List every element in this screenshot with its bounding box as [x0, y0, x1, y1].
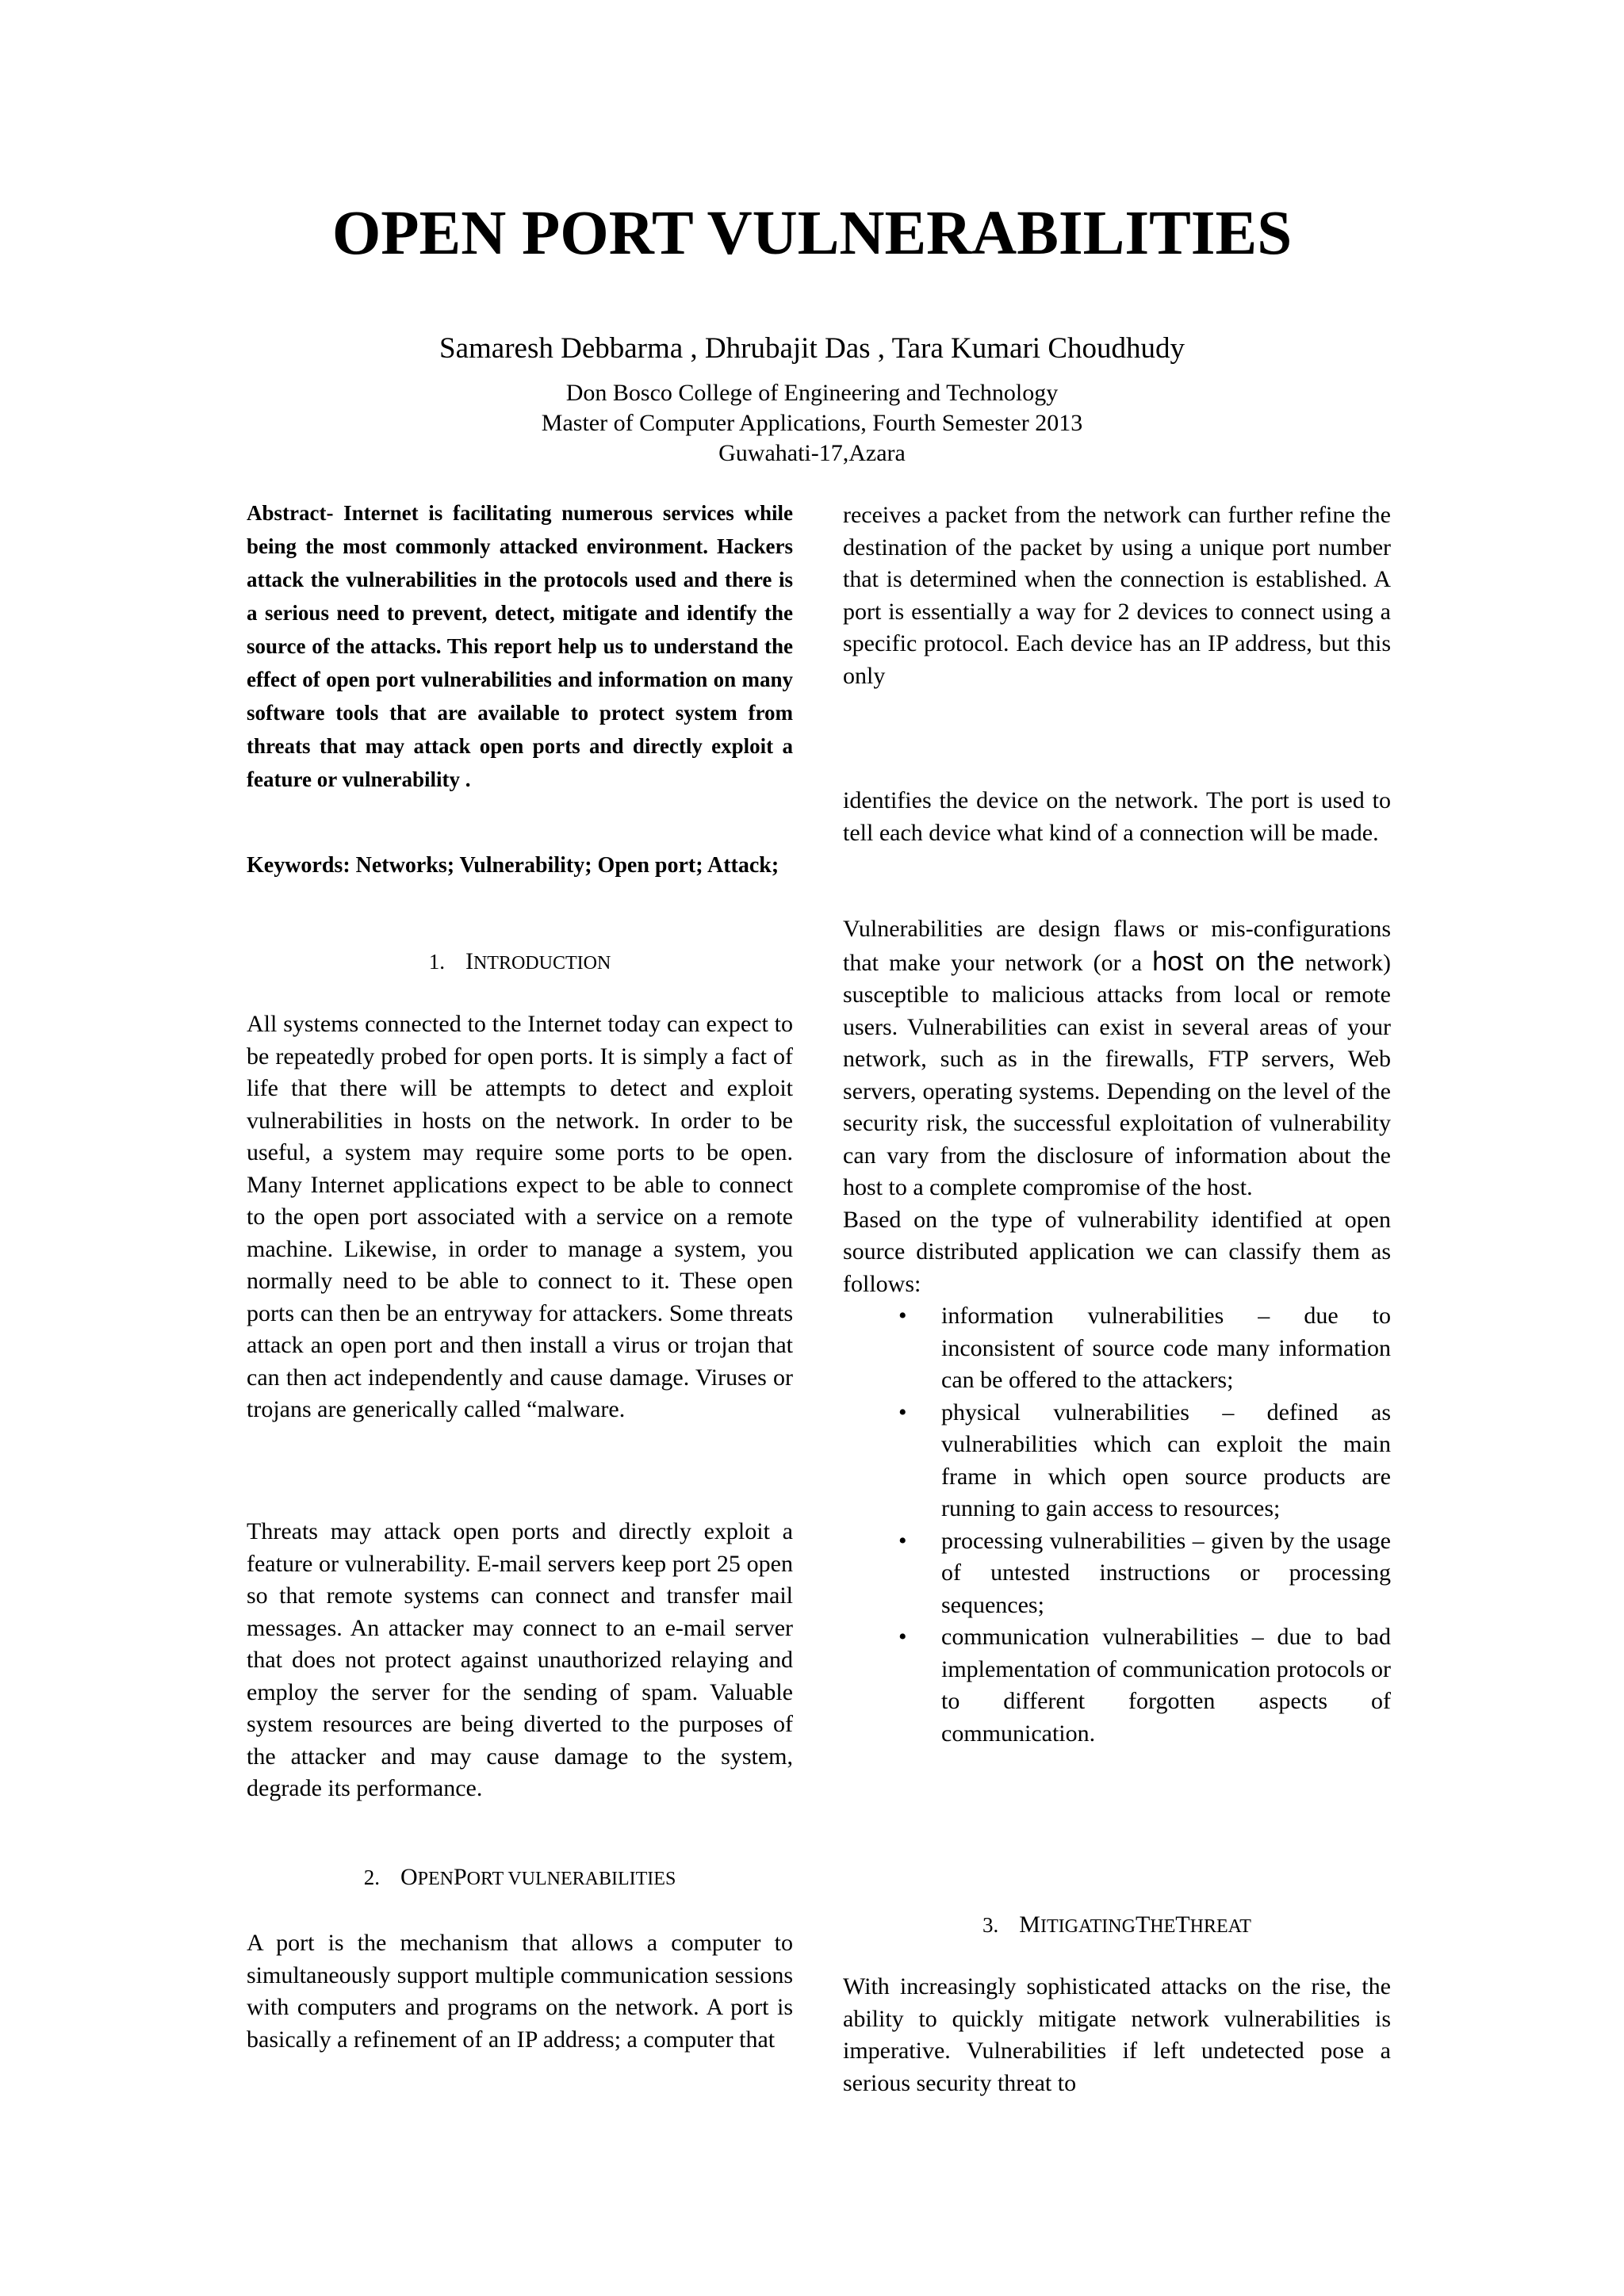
port-identifies-paragraph: identifies the device on the network. The port is used to tell each device what kind of a connection will be made.	[843, 787, 1391, 846]
port-paragraph-continued: receives a packet from the network can further refine the destination of the packet by using a unique port number that is determined when the connection is established. A port is essentially a way for 2 devices to connect using a specific protocol. Each device has an IP address, but this only	[843, 502, 1391, 689]
author-list: Samaresh Debbarma , Dhrubajit Das , Tara Kumari Choudhudy	[439, 332, 1185, 365]
classification-paragraph: Based on the type of vulnerability identified at open source distributed application we can classify them as follows:	[843, 1206, 1391, 1297]
list-item: • communication vulnerabilities – due to bad implementation of communication protocols or to different forgotten aspects of communication.	[843, 1621, 1391, 1750]
section-1-body-2	[247, 1516, 793, 1805]
affiliation-line-1: Don Bosco College of Engineering and Technology	[565, 380, 1059, 406]
abstract	[247, 496, 793, 796]
section-2-heading: 2. OPENPORT VULNERABILITIES	[363, 1864, 676, 1890]
section-3-body	[843, 1971, 1391, 2099]
section-2-body	[247, 1927, 793, 2056]
bullet-icon: •	[898, 1527, 907, 1554]
list-item: • processing vulnerabilities – given by the usage of untested instructions or processing sequences;	[843, 1525, 1391, 1622]
list-item: • physical vulnerabilities – defined as vulnerabilities which can exploit the main frame in which open source products are running to gain access to resources;	[843, 1397, 1391, 1525]
keywords: Keywords: Networks; Vulnerability; Open port; Attack;	[247, 853, 779, 878]
abstract-label: Abstract-	[247, 501, 334, 525]
list-item: • information vulnerabilities – due to inconsistent of source code many information can be offered to the attackers;	[843, 1300, 1391, 1397]
section-3-title: HREAT	[1189, 1916, 1251, 1937]
keywords-block	[247, 848, 793, 883]
vulnerability-list	[843, 1300, 1391, 1750]
vulnerabilities-block	[843, 913, 1391, 1750]
right-column-top	[843, 499, 1391, 692]
section-2-title: ORT VULNERABILITIES	[466, 1869, 676, 1889]
affiliation-line-2: Master of Computer Applications, Fourth Semester 2013	[541, 410, 1083, 436]
paper-title: OPEN PORT VULNERABILITIES	[331, 199, 1293, 268]
bullet-icon: •	[898, 1624, 907, 1650]
section-2-number: 2.	[363, 1866, 380, 1889]
intro-paragraph-1: All systems connected to the Internet today can expect to be repeatedly probed for open ports. It is simply a fact of life that there will be attempts to detect and exploit vulnerabilities in hosts on the network. In order to be useful, a system may require some ports to be open. Many Internet applications expect to be able to connect to the open port associated with a service on a remote machine. Likewise, in order to manage a system, you normally need to be able to connect to it. These open ports can then be an entryway for attackers. Some threats attack an open port and then install a virus or trojan that can then act independently and cause damage. Viruses or trojans are generically called “malware.	[247, 1011, 793, 1422]
mitigation-paragraph-1: With increasingly sophisticated attacks on the rise, the ability to quickly mitigate network vulnerabilities is imperative. Vulnerabilities if left undetected pose a serious security threat to	[843, 1973, 1391, 2096]
section-1-body	[247, 1008, 793, 1426]
left-column	[247, 496, 793, 796]
intro-paragraph-2: Threats may attack open ports and directly exploit a feature or vulnerability. E-mail servers keep port 25 open so that remote systems can connect and transfer mail messages. An attacker may connect to an e-mail server that does not protect against unauthorized relaying and employ the server for the sending of spam. Valuable system resources are being diverted to the purposes of the attacker and may cause damage to the system, degrade its performance.	[247, 1518, 793, 1801]
right-column-p2	[843, 785, 1391, 849]
section-1-heading: 1. INTRODUCTION	[428, 948, 611, 974]
open-port-paragraph-1: A port is the mechanism that allows a computer to simultaneously support multiple communication sessions with computers and programs on the network. A port is basically a refinement of an IP address; a computer that	[247, 1930, 793, 2053]
vulnerabilities-paragraph: Vulnerabilities are design flaws or mis-configurations that make your network (or a host on the network) susceptible to malicious attacks from local or remote users. Vulnerabilities can exist in several areas of your network, such as in the firewalls, FTP servers, Web servers, operating systems. Depending on the level of the security risk, the successful exploitation of vulnerability can vary from the disclosure of information about the host to a complete compromise of the host.	[843, 916, 1392, 1200]
abstract-text: Internet is facilitating numerous services while being the most commonly attacked environment. Hackers attack the vulnerabilities in the protocols used and there is a serious need to prevent, detect, mitigate and identify the source of the attacks. This report help us to understand the effect of open port vulnerabilities and information on many software tools that are available to protect system from threats that may attack open ports and directly exploit a feature or vulnerability .	[247, 501, 793, 791]
section-1-title: NTRODUCTION	[473, 953, 611, 974]
affiliation-line-3: Guwahati-17,Azara	[718, 440, 906, 466]
bullet-icon: •	[898, 1399, 907, 1425]
section-1-number: 1.	[428, 950, 445, 974]
bullet-icon: •	[898, 1303, 907, 1329]
section-3-number: 3.	[982, 1913, 999, 1937]
section-3-heading: 3. MITIGATINGTHETHREAT	[982, 1911, 1251, 1938]
